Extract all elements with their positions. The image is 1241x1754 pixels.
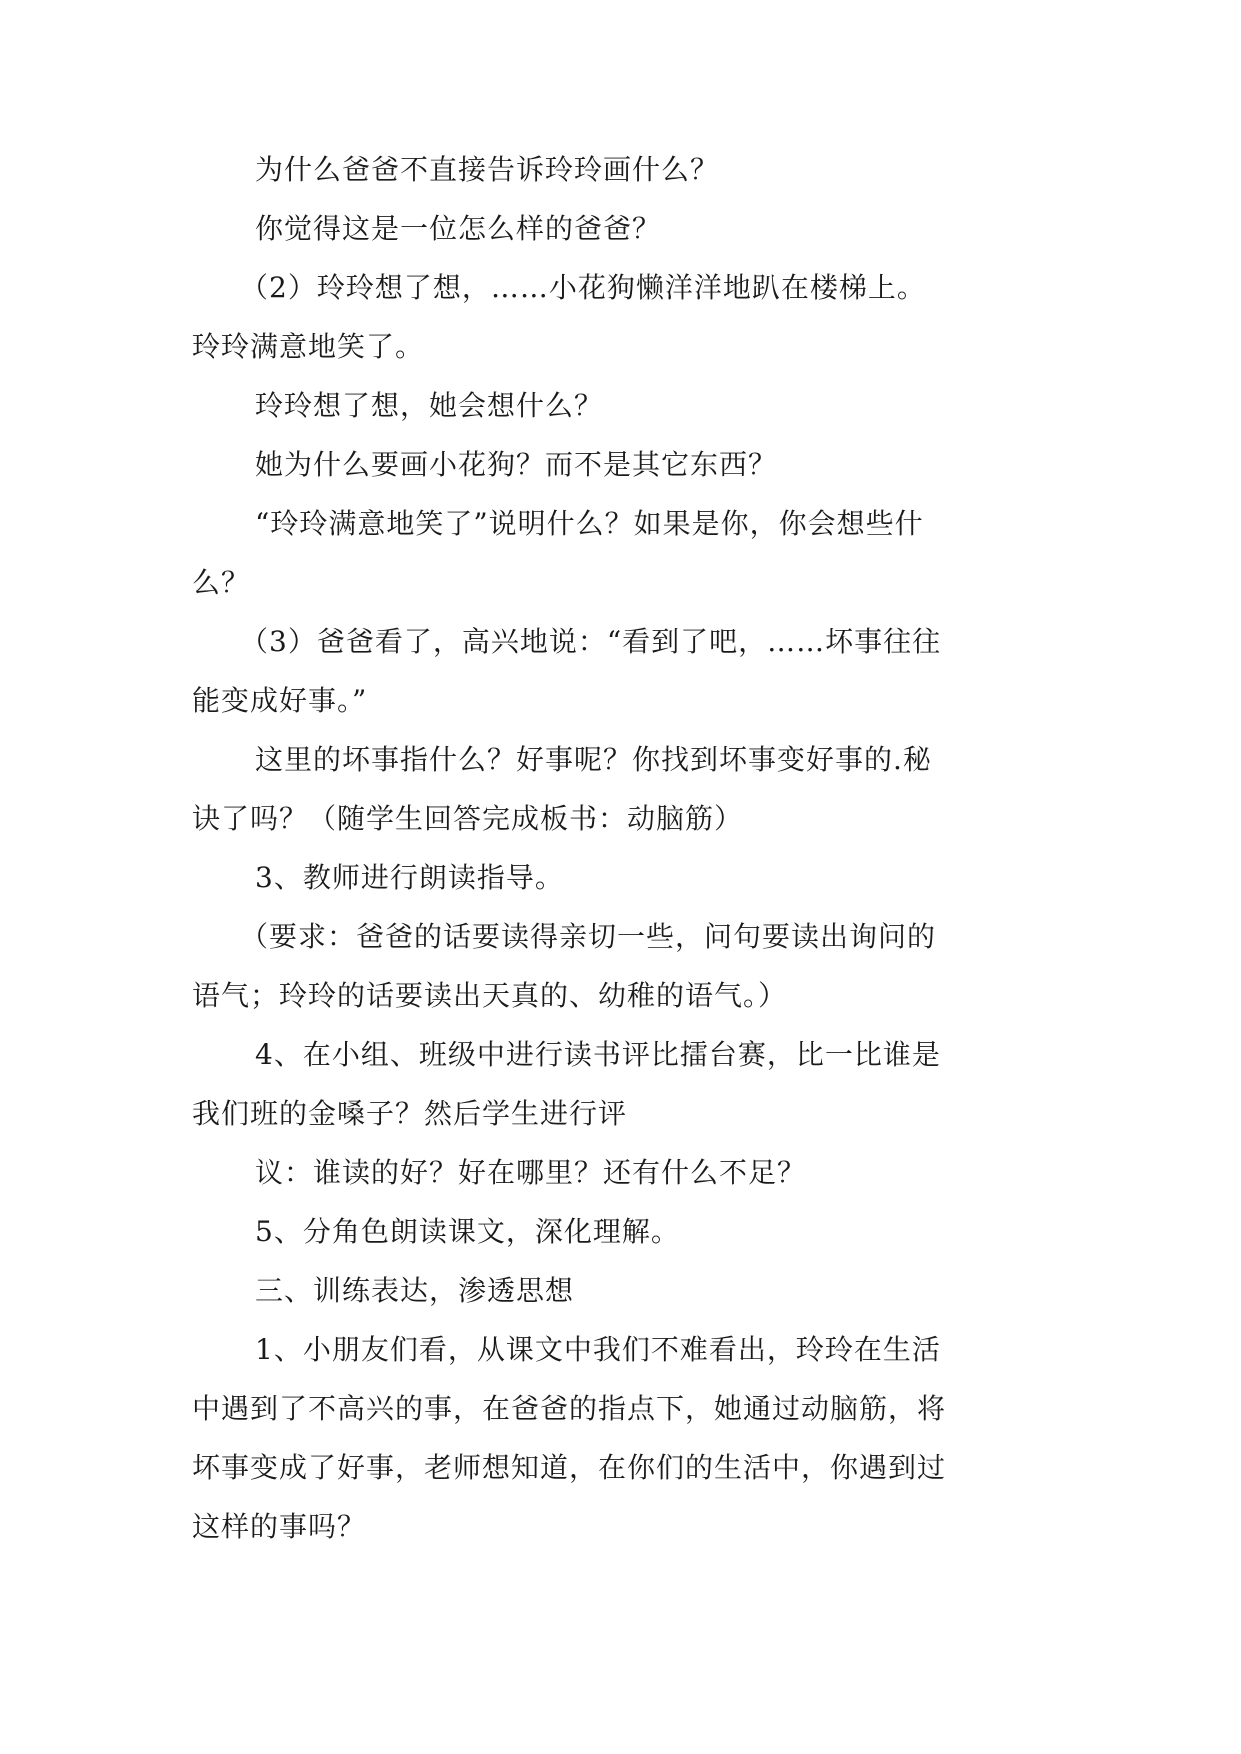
text-line: 这样的事吗？ (192, 1510, 367, 1543)
text-line: 她为什么要画小花狗？而不是其它东西？ (255, 448, 778, 481)
text-line: （2）玲玲想了想，……小花狗懒洋洋地趴在楼梯上。 (240, 271, 926, 304)
text-line: 语气；玲玲的话要读出天真的、幼稚的语气。） (192, 979, 788, 1012)
text-line: 坏事变成了好事，老师想知道，在你们的生活中，你遇到过 (192, 1451, 947, 1484)
text-line: 玲玲想了想，她会想什么？ (255, 389, 604, 422)
text-line: 能变成好事。” (192, 684, 368, 717)
text-line: 诀了吗？（随学生回答完成板书：动脑筋） (192, 802, 744, 835)
text-line: 1、小朋友们看，从课文中我们不难看出，玲玲在生活 (255, 1333, 941, 1366)
text-line: 4、在小组、班级中进行读书评比擂台赛，比一比谁是 (255, 1038, 941, 1071)
text-line: 3、教师进行朗读指导。 (255, 861, 564, 894)
text-line: 为什么爸爸不直接告诉玲玲画什么？ (255, 153, 720, 186)
text-line: 玲玲满意地笑了。 (192, 330, 425, 363)
text-line: （3）爸爸看了，高兴地说：“看到了吧，……坏事往往 (240, 625, 942, 658)
text-line: 中遇到了不高兴的事，在爸爸的指点下，她通过动脑筋，将 (192, 1392, 947, 1425)
text-line: 5、分角色朗读课文，深化理解。 (255, 1215, 680, 1248)
text-line: “玲玲满意地笑了”说明什么？如果是你，你会想些什 (255, 507, 924, 540)
text-line: 三、训练表达，渗透思想 (255, 1274, 575, 1307)
text-line: 么？ (192, 566, 251, 599)
text-line: （要求：爸爸的话要读得亲切一些，问句要读出询问的 (240, 920, 937, 953)
text-line: 你觉得这是一位怎么样的爸爸？ (255, 212, 662, 245)
text-line: 我们班的金嗓子？然后学生进行评 (192, 1097, 628, 1130)
text-line: 这里的坏事指什么？好事呢？你找到坏事变好事的.秘 (255, 743, 932, 776)
text-line: 议：谁读的好？好在哪里？还有什么不足？ (255, 1156, 807, 1189)
